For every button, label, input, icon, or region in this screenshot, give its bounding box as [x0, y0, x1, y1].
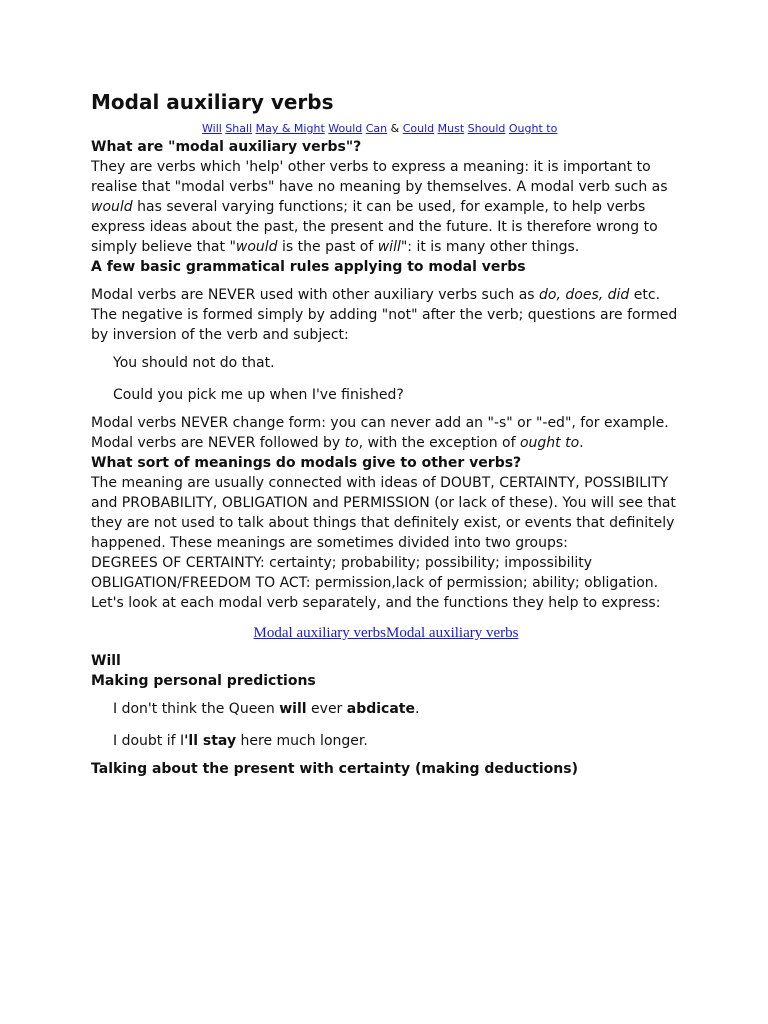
nav-link-could[interactable]: Could [402, 122, 435, 135]
modal-nav-links [202, 122, 681, 136]
text-will: will [377, 239, 401, 255]
nav-link-can[interactable]: Can [365, 122, 388, 135]
example-sentence: You should not do that. [113, 355, 275, 371]
paragraph-never-change: Modal verbs NEVER change form: you can never add an "-s" or "-ed", for example. [91, 415, 669, 431]
text: I doubt if I [113, 733, 185, 749]
text-will-bold: will [279, 701, 307, 717]
text-do-does-did: do, does, did [539, 287, 630, 303]
nav-link-must[interactable]: Must [437, 122, 465, 135]
text-abdicate-bold: abdicate [346, 701, 415, 717]
text-to: to [344, 435, 359, 451]
text-quote-would: "would [229, 239, 278, 255]
example-sentence [113, 699, 681, 719]
text: has several varying functions; it can be used, for example, to help verbs express ideas about the past, the present and the future. It is therefore wrong to simply believe that [91, 199, 658, 255]
text-ll-stay-bold: 'll stay [184, 733, 237, 749]
paragraph-obligation: OBLIGATION/FREEDOM TO ACT: permission,lack of permission; ability; obligation. [91, 575, 659, 591]
paragraph-never-to [91, 433, 681, 453]
nav-link-would[interactable]: Would [328, 122, 363, 135]
page-title: Modal auxiliary verbs [91, 90, 334, 114]
text: is the past of [277, 239, 378, 255]
nav-link-ought-to[interactable]: Ought to [508, 122, 558, 135]
nav-link-should[interactable]: Should [467, 122, 506, 135]
text-ought-to: ought to [519, 435, 580, 451]
text: ": it is many other things. [400, 239, 580, 255]
heading-present-certainty: Talking about the present with certainty (making deductions) [91, 761, 578, 777]
modal-verbs-link[interactable]: Modal auxiliary verbsModal auxiliary verbs [253, 625, 519, 641]
paragraph-degrees-certainty: DEGREES OF CERTAINTY: certainty; probability; possibility; impossibility [91, 555, 593, 571]
nav-link-will[interactable]: Will [202, 122, 222, 135]
text: They are verbs which 'help' other verbs to express a meaning: it is important to realise that "modal verbs" have no meaning by themselves. A modal verb such as [91, 159, 668, 195]
text: Modal verbs are NEVER followed by [91, 435, 345, 451]
text: ever [306, 701, 347, 717]
document-page [91, 88, 681, 779]
example-sentence: Could you pick me up when I've finished? [113, 387, 404, 403]
text-would: would [91, 199, 133, 215]
paragraph-never-auxiliary [91, 285, 681, 345]
text: etc. The negative is formed simply by adding "not" after the verb; questions are formed by inversion of the verb and subject: [91, 287, 678, 343]
heading-meanings: What sort of meanings do modals give to other verbs? [91, 455, 522, 471]
paragraph-meanings: The meaning are usually connected with ideas of DOUBT, CERTAINTY, POSSIBILITY and PROBABILITY, OBLIGATION and PERMISSION (or lack of these). You will see that they are not used to talk about things that definitely exist, or events that definitely happened. These meanings are sometimes divided into two groups: [91, 475, 676, 551]
heading-will: Will [91, 653, 121, 669]
nav-ampersand: & [390, 122, 400, 135]
heading-what-are-modals: What are "modal auxiliary verbs"? [91, 139, 362, 155]
text: I don't think the Queen [113, 701, 280, 717]
heading-grammar-rules: A few basic grammatical rules applying to modal verbs [91, 259, 526, 275]
text: . [415, 701, 420, 717]
paragraph-definition [91, 157, 681, 257]
nav-link-may-might[interactable]: May & Might [255, 122, 325, 135]
paragraph-look-each: Let's look at each modal verb separately, and the functions they help to express: [91, 595, 661, 611]
nav-link-shall[interactable]: Shall [225, 122, 253, 135]
heading-personal-predictions: Making personal predictions [91, 673, 316, 689]
text: here much longer. [236, 733, 368, 749]
example-sentence [113, 731, 681, 751]
text: . [579, 435, 584, 451]
text: Modal verbs are NEVER used with other auxiliary verbs such as [91, 287, 540, 303]
text: , with the exception of [358, 435, 520, 451]
